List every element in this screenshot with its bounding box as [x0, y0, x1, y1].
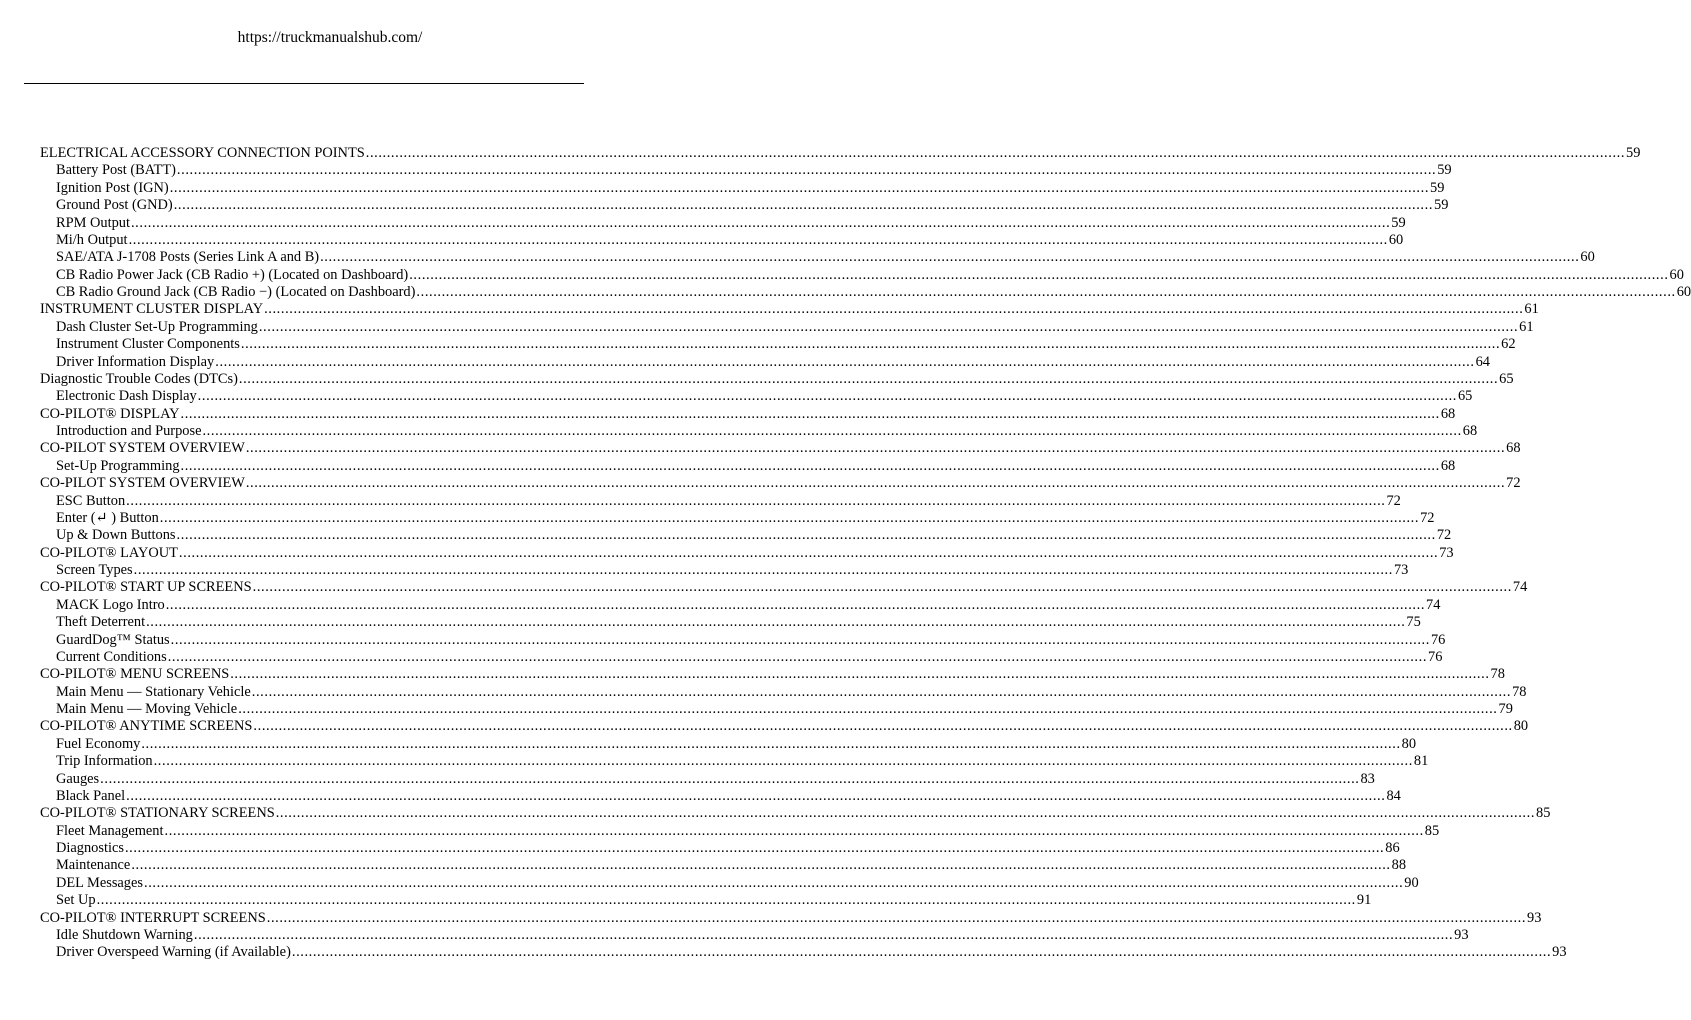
toc-entry-title: Gauges — [56, 770, 100, 787]
toc-page-number: 68 — [1440, 457, 1456, 474]
toc-page-number: 68 — [1462, 423, 1478, 439]
toc-dot-leader: ............................................................................................................................................................................................................................................................................................................ — [238, 370, 1499, 387]
toc-dot-leader: ............................................................................................................................................................................................................................................................................................................ — [176, 162, 1437, 179]
toc-entry-title: Driver Overspeed Warning (if Available) — [56, 944, 291, 961]
toc-subsection-entry[interactable] — [40, 231, 1404, 249]
toc-section-entry[interactable] — [40, 805, 1551, 822]
toc-page-number: 86 — [1385, 840, 1400, 856]
toc-dot-leader: ............................................................................................................................................................................................................................................................................................................ — [176, 527, 1436, 544]
toc-section-entry[interactable] — [40, 475, 1521, 492]
toc-subsection-entry[interactable] — [40, 179, 1445, 197]
toc-subsection-entry[interactable] — [40, 284, 1691, 301]
toc-page-number: 83 — [1360, 770, 1375, 787]
toc-dot-leader: ............................................................................................................................................................................................................................................................................................................ — [202, 423, 1462, 439]
toc-subsection-entry[interactable] — [40, 840, 1400, 857]
toc-page-number: 72 — [1436, 527, 1452, 544]
toc-entry-title: DEL Messages — [56, 874, 143, 891]
toc-entry-title: CO-PILOT® INTERRUPT SCREENS — [40, 909, 266, 926]
toc-page-number: 59 — [1430, 179, 1445, 196]
toc-dot-leader: ............................................................................................................................................................................................................................................................................................................ — [141, 735, 1401, 752]
toc-dot-leader: ............................................................................................................................................................................................................................................................................................................ — [173, 197, 1434, 214]
toc-dot-leader: ............................................................................................................................................................................................................................................................................................................ — [197, 388, 1457, 405]
toc-dot-leader: ............................................................................................................................................................................................................................................................................................................ — [320, 249, 1580, 266]
toc-page-number: 65 — [1457, 388, 1473, 405]
toc-subsection-entry[interactable] — [40, 753, 1429, 770]
toc-entry-title: CO-PILOT SYSTEM OVERVIEW — [40, 475, 245, 492]
toc-dot-leader: ............................................................................................................................................................................................................................................................................................................ — [258, 318, 1519, 335]
toc-page-number: 72 — [1386, 492, 1401, 509]
toc-page-number: 93 — [1552, 944, 1567, 961]
toc-page-number: 60 — [1669, 266, 1684, 283]
toc-dot-leader: ............................................................................................................................................................................................................................................................................................................ — [144, 874, 1404, 891]
toc-page-number: 59 — [1391, 214, 1406, 231]
toc-page-number: 72 — [1420, 509, 1435, 526]
toc-subsection-entry[interactable] — [40, 336, 1516, 353]
toc-dot-leader: ............................................................................................................................................................................................................................................................................................................ — [130, 214, 1391, 231]
toc-entry-title: CB Radio Ground Jack (CB Radio −) (Located on Dashboard) — [56, 284, 416, 300]
toc-page-number: 75 — [1406, 614, 1421, 631]
toc-page-number: 78 — [1490, 666, 1505, 683]
toc-dot-leader: ............................................................................................................................................................................................................................................................................................................ — [167, 648, 1428, 665]
toc-entry-title: Main Menu — Moving Vehicle — [56, 701, 238, 717]
toc-subsection-entry[interactable] — [40, 822, 1440, 840]
toc-subsection-entry[interactable] — [40, 892, 1372, 909]
toc-dot-leader: ............................................................................................................................................................................................................................................................................................................ — [238, 701, 1498, 717]
toc-dot-leader: ............................................................................................................................................................................................................................................................................................................ — [245, 440, 1506, 457]
toc-dot-leader: ............................................................................................................................................................................................................................................................................................................ — [180, 405, 1440, 422]
toc-dot-leader: ............................................................................................................................................................................................................................................................................................................ — [245, 475, 1506, 492]
toc-entry-title: Diagnostics — [56, 840, 124, 856]
toc-dot-leader: ............................................................................................................................................................................................................................................................................................................ — [193, 926, 1454, 943]
toc-page-number: 59 — [1434, 197, 1449, 214]
toc-entry-title: Electronic Dash Display — [56, 388, 197, 405]
toc-entry-title: Enter (↵ ) Button — [56, 509, 159, 526]
toc-subsection-entry[interactable] — [40, 926, 1469, 944]
toc-subsection-entry[interactable] — [40, 509, 1435, 527]
toc-dot-leader: ............................................................................................................................................................................................................................................................................................................ — [264, 301, 1524, 318]
toc-dot-leader: ............................................................................................................................................................................................................................................................................................................ — [180, 457, 1440, 474]
toc-page-number: 80 — [1513, 718, 1529, 735]
toc-subsection-entry[interactable] — [40, 701, 1513, 718]
toc-dot-leader: ............................................................................................................................................................................................................................................................................................................ — [100, 770, 1360, 787]
toc-entry-title: MACK Logo Intro — [56, 596, 165, 613]
toc-section-entry[interactable] — [40, 666, 1505, 683]
toc-dot-leader: ............................................................................................................................................................................................................................................................................................................ — [128, 231, 1388, 248]
toc-page-number: 65 — [1499, 370, 1514, 387]
toc-subsection-entry[interactable] — [40, 735, 1417, 753]
toc-entry-title: GuardDog™ Status — [56, 631, 170, 648]
toc-entry-title: CO-PILOT® ANYTIME SCREENS — [40, 718, 253, 735]
toc-entry-title: ELECTRICAL ACCESSORY CONNECTION POINTS — [40, 145, 365, 161]
toc-subsection-entry[interactable] — [40, 214, 1406, 232]
toc-entry-title: Maintenance — [56, 857, 131, 874]
toc-entry-title: Fuel Economy — [56, 735, 141, 752]
toc-entry-title: Introduction and Purpose — [56, 423, 202, 439]
toc-entry-title: CO-PILOT® START UP SCREENS — [40, 579, 252, 596]
toc-subsection-entry[interactable] — [40, 197, 1449, 214]
toc-page-number: 62 — [1501, 336, 1516, 353]
toc-entry-title: Dash Cluster Set-Up Programming — [56, 318, 258, 335]
toc-entry-title: CO-PILOT SYSTEM OVERVIEW — [40, 440, 245, 457]
toc-entry-title: Instrument Cluster Components — [56, 336, 240, 353]
toc-page-number: 74 — [1426, 596, 1441, 613]
toc-page-number: 74 — [1512, 579, 1528, 596]
toc-section-entry[interactable] — [40, 145, 1641, 162]
toc-section-entry[interactable] — [40, 405, 1456, 423]
toc-page-number: 93 — [1454, 926, 1469, 943]
toc-page-number: 80 — [1401, 735, 1417, 752]
toc-section-entry[interactable] — [40, 370, 1514, 388]
toc-page-number: 64 — [1475, 353, 1490, 370]
toc-entry-title: CO-PILOT® LAYOUT — [40, 544, 178, 561]
table-of-contents — [40, 145, 1691, 962]
toc-page-number: 60 — [1580, 249, 1595, 266]
toc-entry-title: Idle Shutdown Warning — [56, 926, 193, 943]
toc-entry-title: Set Up — [56, 892, 96, 909]
toc-subsection-entry[interactable] — [40, 770, 1375, 788]
toc-subsection-entry[interactable] — [40, 648, 1443, 666]
toc-subsection-entry[interactable] — [40, 266, 1684, 284]
toc-page-number: 60 — [1676, 284, 1691, 300]
header-divider — [24, 83, 584, 84]
toc-dot-leader: ............................................................................................................................................................................................................................................................................................................ — [215, 353, 1475, 370]
toc-page-number: 73 — [1393, 562, 1409, 578]
toc-dot-leader: ............................................................................................................................................................................................................................................................................................................ — [169, 179, 1430, 196]
toc-dot-leader: ............................................................................................................................................................................................................................................................................................................ — [159, 509, 1420, 526]
toc-entry-title: Trip Information — [56, 753, 153, 770]
toc-page-number: 79 — [1498, 701, 1513, 717]
toc-dot-leader: ............................................................................................................................................................................................................................................................................................................ — [252, 579, 1512, 596]
toc-subsection-entry[interactable] — [40, 944, 1567, 961]
toc-page-number: 61 — [1519, 318, 1534, 335]
toc-dot-leader: ............................................................................................................................................................................................................................................................................................................ — [165, 596, 1426, 613]
toc-page-number: 60 — [1388, 231, 1404, 248]
toc-entry-title: Theft Deterrent — [56, 614, 146, 631]
toc-page-number: 76 — [1428, 648, 1443, 665]
toc-subsection-entry[interactable] — [40, 596, 1441, 614]
toc-dot-leader: ............................................................................................................................................................................................................................................................................................................ — [291, 944, 1552, 961]
toc-page-number: 59 — [1626, 145, 1641, 161]
toc-dot-leader: ............................................................................................................................................................................................................................................................................................................ — [133, 562, 1393, 578]
toc-dot-leader: ............................................................................................................................................................................................................................................................................................................ — [124, 840, 1385, 856]
toc-page-number: 88 — [1391, 857, 1407, 874]
toc-section-entry[interactable] — [40, 301, 1539, 318]
toc-entry-title: CO-PILOT® STATIONARY SCREENS — [40, 805, 275, 822]
toc-entry-title: Diagnostic Trouble Codes (DTCs) — [40, 370, 238, 387]
toc-dot-leader: ............................................................................................................................................................................................................................................................................................................ — [126, 492, 1386, 509]
toc-dot-leader: ............................................................................................................................................................................................................................................................................................................ — [164, 822, 1424, 839]
toc-subsection-entry[interactable] — [40, 492, 1401, 510]
toc-page-number: 73 — [1439, 544, 1454, 561]
toc-entry-title: SAE/ATA J-1708 Posts (Series Link A and B) — [56, 249, 320, 266]
toc-entry-title: Ignition Post (IGN) — [56, 179, 169, 196]
toc-dot-leader: ............................................................................................................................................................................................................................................................................................................ — [253, 718, 1513, 735]
toc-subsection-entry[interactable] — [40, 527, 1452, 544]
toc-dot-leader: ............................................................................................................................................................................................................................................................................................................ — [230, 666, 1490, 683]
toc-dot-leader: ............................................................................................................................................................................................................................................................................................................ — [240, 336, 1501, 353]
toc-entry-title: Mi/h Output — [56, 231, 128, 248]
toc-subsection-entry[interactable] — [40, 249, 1595, 266]
toc-subsection-entry[interactable] — [40, 683, 1527, 701]
toc-subsection-entry[interactable] — [40, 787, 1401, 805]
toc-page-number: 59 — [1437, 162, 1452, 179]
toc-dot-leader: ............................................................................................................................................................................................................................................................................................................ — [126, 787, 1386, 804]
toc-entry-title: Up & Down Buttons — [56, 527, 176, 544]
toc-page-number: 85 — [1536, 805, 1551, 822]
toc-entry-title: ESC Button — [56, 492, 126, 509]
toc-page-number: 68 — [1440, 405, 1456, 422]
toc-entry-title: RPM Output — [56, 214, 130, 231]
toc-dot-leader: ............................................................................................................................................................................................................................................................................................................ — [146, 614, 1406, 631]
toc-page-number: 81 — [1413, 753, 1429, 770]
toc-subsection-entry[interactable] — [40, 423, 1478, 440]
toc-subsection-entry[interactable] — [40, 857, 1407, 874]
toc-entry-title: Screen Types — [56, 562, 133, 578]
toc-entry-title: Black Panel — [56, 787, 126, 804]
toc-page-number: 61 — [1524, 301, 1539, 318]
toc-entry-title: Battery Post (BATT) — [56, 162, 176, 179]
toc-subsection-entry[interactable] — [40, 162, 1452, 179]
toc-subsection-entry[interactable] — [40, 457, 1456, 475]
toc-dot-leader: ............................................................................................................................................................................................................................................................................................................ — [251, 683, 1512, 700]
toc-entry-title: Main Menu — Stationary Vehicle — [56, 683, 251, 700]
toc-entry-title: Current Conditions — [56, 648, 167, 665]
toc-page-number: 91 — [1356, 892, 1372, 909]
toc-subsection-entry[interactable] — [40, 562, 1409, 579]
toc-entry-title: INSTRUMENT CLUSTER DISPLAY — [40, 301, 264, 318]
toc-entry-title: Driver Information Display — [56, 353, 215, 370]
toc-entry-title: CB Radio Power Jack (CB Radio +) (Located on Dashboard) — [56, 266, 409, 283]
toc-section-entry[interactable] — [40, 440, 1521, 457]
toc-subsection-entry[interactable] — [40, 874, 1419, 892]
toc-subsection-entry[interactable] — [40, 353, 1490, 371]
header-url[interactable]: https://truckmanualshub.com/ — [237, 29, 423, 46]
toc-page-number: 78 — [1512, 683, 1527, 700]
toc-page-number: 90 — [1404, 874, 1419, 891]
toc-page-number: 85 — [1424, 822, 1440, 839]
toc-page-number: 72 — [1506, 475, 1521, 492]
toc-subsection-entry[interactable] — [40, 631, 1446, 649]
toc-dot-leader: ............................................................................................................................................................................................................................................................................................................ — [409, 266, 1669, 283]
toc-entry-title: Set-Up Programming — [56, 457, 180, 474]
toc-entry-title: CO-PILOT® DISPLAY — [40, 405, 180, 422]
toc-page-number: 68 — [1506, 440, 1521, 457]
toc-entry-title: CO-PILOT® MENU SCREENS — [40, 666, 230, 683]
toc-dot-leader: ............................................................................................................................................................................................................................................................................................................ — [266, 909, 1527, 926]
toc-page-number: 93 — [1527, 909, 1542, 926]
toc-dot-leader: ............................................................................................................................................................................................................................................................................................................ — [170, 631, 1430, 648]
toc-dot-leader: ............................................................................................................................................................................................................................................................................................................ — [153, 753, 1413, 770]
toc-section-entry[interactable] — [40, 909, 1542, 927]
toc-subsection-entry[interactable] — [40, 388, 1473, 405]
toc-subsection-entry[interactable] — [40, 318, 1534, 336]
toc-dot-leader: ............................................................................................................................................................................................................................................................................................................ — [131, 857, 1391, 874]
toc-entry-title: Fleet Management — [56, 822, 164, 839]
toc-dot-leader: ............................................................................................................................................................................................................................................................................................................ — [365, 145, 1626, 161]
toc-page-number: 84 — [1386, 787, 1401, 804]
toc-subsection-entry[interactable] — [40, 614, 1421, 631]
toc-section-entry[interactable] — [40, 579, 1528, 596]
toc-page-number: 76 — [1430, 631, 1446, 648]
toc-dot-leader: ............................................................................................................................................................................................................................................................................................................ — [275, 805, 1536, 822]
toc-dot-leader: ............................................................................................................................................................................................................................................................................................................ — [96, 892, 1356, 909]
toc-entry-title: Ground Post (GND) — [56, 197, 173, 214]
toc-section-entry[interactable] — [40, 544, 1454, 562]
toc-dot-leader: ............................................................................................................................................................................................................................................................................................................ — [178, 544, 1439, 561]
toc-section-entry[interactable] — [40, 718, 1529, 735]
toc-dot-leader: ............................................................................................................................................................................................................................................................................................................ — [416, 284, 1676, 300]
